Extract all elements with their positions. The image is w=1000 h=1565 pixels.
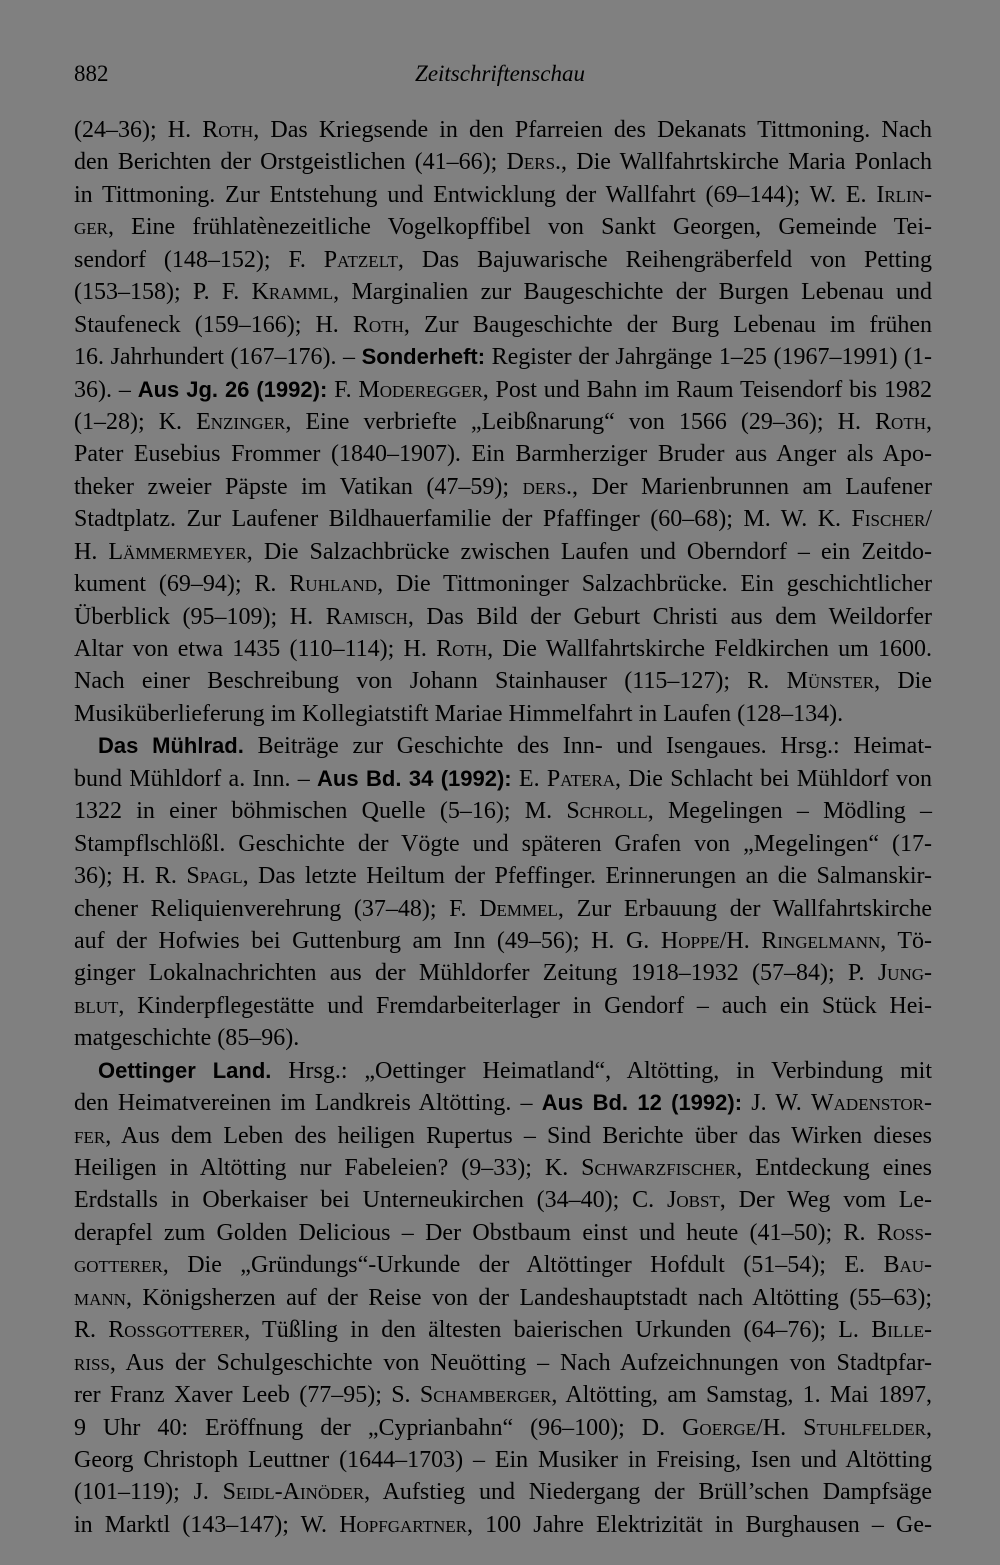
text-segment: R. <box>74 1317 109 1344</box>
text-line <box>74 309 932 341</box>
text-segment: Heiligen in Altötting nur Fabeleien? (9–33); K. <box>74 1155 582 1181</box>
text-line <box>74 244 932 276</box>
text-segment: matgeschichte (85–96). <box>74 1025 300 1052</box>
author-name-segment: Roth <box>875 408 926 435</box>
bold-heading-segment: Sonderheft: <box>361 344 486 370</box>
text-segment: ginger Lokalnachrichten aus der Mühldorfer Zeitung 1918–1932 (57–84); P. <box>74 960 878 987</box>
text-segment: Staufeneck (159–166); H. <box>74 311 353 338</box>
text-line <box>74 763 932 795</box>
text-line <box>74 860 932 892</box>
author-name-segment: Goerge <box>682 1414 757 1441</box>
author-name-segment: Lämmermeyer <box>108 538 247 565</box>
text-segment: Stadtplatz. Zur Laufener Bildhauerfamilie der Pfaffinger (60–68); M. W. K. <box>74 506 852 533</box>
text-segment: , Megelingen – Mödling – <box>647 798 932 825</box>
bold-heading-segment: Aus Jg. 26 (1992): <box>137 376 328 402</box>
text-segment: theker zweier Päpste im Vatikan (47–59); <box>74 473 523 500</box>
text-line <box>74 438 932 470</box>
author-name-segment: Bille- <box>871 1317 933 1344</box>
text-segment: 9 Uhr 40: Eröffnung der „Cyprianbahn“ (96–100); D. <box>74 1414 683 1441</box>
author-name-segment: Seidl-Ainöder <box>222 1479 365 1506</box>
author-name-segment: Roth <box>202 117 254 143</box>
text-segment: ., Der Marienbrunnen am Laufener <box>566 473 932 500</box>
author-name-segment: Ramisch <box>325 603 408 630</box>
bold-heading-segment: Das Mühlrad. <box>98 733 244 759</box>
text-segment: Hrsg.: „Oettinger Heimatland“, Altötting, in Verbindung mit <box>271 1057 932 1084</box>
author-name-segment: Demmel <box>479 895 558 922</box>
text-segment: / <box>925 506 932 533</box>
author-name-segment: riss <box>74 1349 110 1376</box>
text-segment: , Die Schlacht bei Mühldorf von <box>614 765 932 792</box>
text-line <box>74 536 932 568</box>
text-segment: , Die Salzachbrücke zwischen Laufen und Oberndorf – ein Zeitdo- <box>246 538 932 565</box>
text-segment: , Das letzte Heiltum der Pfeffinger. Erinnerungen an die Salmanskir- <box>242 863 932 890</box>
text-line <box>74 1476 932 1508</box>
text-segment: H. <box>74 538 109 565</box>
text-segment: , Aus dem Leben des heiligen Rupertus – Sind Berichte über das Wirken dieses <box>105 1122 932 1149</box>
author-name-segment: mann <box>74 1284 126 1311</box>
text-line <box>74 276 932 308</box>
author-name-segment: Münster <box>786 668 875 695</box>
text-segment: , Entdeckung eines <box>736 1155 933 1181</box>
text-segment: , Königsherzen auf der Reise von der Landeshauptstadt nach Altötting (55–63); <box>125 1284 932 1311</box>
author-name-segment: ger <box>74 214 108 241</box>
text-segment: sendorf (148–152); F. <box>74 246 324 273</box>
author-name-segment: Schwarzfischer <box>581 1155 737 1181</box>
text-segment: F. <box>327 376 359 403</box>
text-segment: , Zur Erbauung der Wallfahrtskirche <box>557 895 932 922</box>
text-line <box>74 146 932 178</box>
text-segment: , Kinderpflegestätte und Fremdarbeiterlager in Gendorf – auch ein Stück Hei- <box>118 992 932 1019</box>
author-name-segment: Irlin- <box>876 181 932 208</box>
text-line <box>74 1152 932 1184</box>
text-segment: (153–158); P. F. <box>74 279 252 306</box>
text-segment: derapfel zum Golden Delicious – Der Obstbaum einst und heute (41–50); R. <box>74 1219 877 1246</box>
text-line <box>74 665 932 697</box>
text-segment: 36); H. R. <box>74 863 187 890</box>
text-line <box>74 1314 932 1346</box>
author-name-segment: fer <box>74 1122 106 1149</box>
text-segment: , Tö- <box>880 927 933 954</box>
text-line <box>74 730 932 762</box>
text-segment: Musiküberlieferung im Kollegiatstift Mariae Himmelfahrt in Laufen (128–134). <box>74 700 844 727</box>
text-segment: , Der Weg vom Le- <box>719 1187 932 1214</box>
text-line <box>74 795 932 827</box>
bold-heading-segment: Aus Bd. 12 (1992): <box>541 1090 743 1116</box>
text-segment: (101–119); J. <box>74 1479 223 1506</box>
author-name-segment: Enzinger <box>196 408 286 435</box>
author-name-segment: Fischer <box>851 506 926 533</box>
text-segment: Erdstalls in Oberkaiser bei Unterneukirchen (34–40); C. <box>74 1187 667 1214</box>
author-name-segment: Schroll <box>566 798 648 825</box>
text-segment: den Heimatvereinen im Landkreis Altötting. – <box>74 1090 542 1117</box>
text-segment: J. W. <box>742 1090 811 1117</box>
text-line <box>74 828 932 860</box>
text-segment: E. <box>511 765 547 792</box>
text-segment: Überblick (95–109); H. <box>74 603 326 630</box>
text-segment: , Aus der Schulgeschichte von Neuötting – Nach Aufzeichnungen von Stadtpfar- <box>109 1349 932 1376</box>
text-segment: rer Franz Xaver Leeb (77–95); S. <box>74 1382 420 1409</box>
text-segment: 1322 in einer böhmischen Quelle (5–16); M. <box>74 798 567 825</box>
text-segment: , Tüßling in den ältesten baierischen Urkunden (64–76); L. <box>244 1317 872 1344</box>
author-name-segment: Jobst <box>666 1187 720 1214</box>
author-name-segment: Hoppe <box>660 927 720 954</box>
text-segment: , Die „Gründungs“-Urkunde der Altöttinger Hofdult (51–54); E. <box>162 1252 884 1279</box>
text-segment: 16. Jahrhundert (167–176). – <box>74 344 362 371</box>
text-segment: den Berichten der Orstgeistlichen (41–66); <box>74 149 507 176</box>
author-name-segment: Roth <box>436 636 488 662</box>
bold-heading-segment: Aus Bd. 34 (1992): <box>317 765 512 791</box>
text-segment: /H. <box>756 1414 804 1441</box>
text-line <box>74 1379 932 1411</box>
text-line <box>74 1282 932 1314</box>
text-line <box>74 698 932 730</box>
text-segment: /H. <box>719 927 762 954</box>
text-segment: auf der Hofwies bei Guttenburg am Inn (49–56); H. G. <box>74 927 661 954</box>
author-name-segment: Ders <box>506 149 556 176</box>
author-name-segment: Kramml <box>251 279 334 306</box>
text-line <box>74 568 932 600</box>
text-line <box>74 1022 932 1054</box>
text-line <box>74 1184 932 1216</box>
text-line <box>74 1444 932 1476</box>
text-line <box>74 1509 932 1541</box>
text-segment: ., Die Wallfahrtskirche Maria Ponlach <box>555 149 933 176</box>
text-line <box>74 925 932 957</box>
text-segment: , Das Bajuwarische Reihengräberfeld von Petting <box>397 246 932 273</box>
text-segment: kument (69–94); R. <box>74 571 290 598</box>
text-line <box>74 1412 932 1444</box>
text-segment: Nach einer Beschreibung von Johann Stainhauser (115–127); R. <box>74 668 787 695</box>
author-name-segment: Ross- <box>876 1219 932 1246</box>
text-segment: , Die Wallfahrtskirche Feldkirchen um 1600. <box>487 636 932 662</box>
text-line <box>74 211 932 243</box>
text-segment: , Die Tittmoninger Salzachbrücke. Ein geschichtlicher <box>377 571 932 598</box>
text-line <box>74 1347 932 1379</box>
page-number: 882 <box>74 61 109 86</box>
author-name-segment: Ringelmann <box>761 927 881 954</box>
text-line <box>74 1249 932 1281</box>
text-segment: Register der Jahrgänge 1–25 (1967–1991) (1- <box>485 344 932 371</box>
author-name-segment: ders <box>522 473 567 500</box>
text-line <box>74 503 932 535</box>
text-segment: , Die <box>874 668 932 695</box>
text-line <box>74 601 932 633</box>
text-segment: in Marktl (143–147); W. <box>74 1511 340 1538</box>
author-name-segment: Rossgotterer <box>108 1317 245 1344</box>
text-segment: , Das Bild der Geburt Christi aus dem Weildorfer <box>407 603 933 630</box>
text-segment: , Altötting, am Samstag, 1. Mai 1897, <box>551 1382 933 1409</box>
text-segment: Pater Eusebius Frommer (1840–1907). Ein Barmherziger Bruder aus Anger als Apo- <box>74 441 932 468</box>
author-name-segment: Jung- <box>877 960 932 987</box>
text-segment: (1–28); K. <box>74 408 197 435</box>
text-line <box>74 893 932 925</box>
text-segment: , Marginalien zur Baugeschichte der Burgen Lebenau und <box>333 279 933 306</box>
bold-heading-segment: Oettinger Land. <box>98 1057 272 1083</box>
text-line <box>74 114 932 146</box>
text-line <box>74 1217 932 1249</box>
text-line <box>74 633 932 665</box>
text-segment: 36). – <box>74 376 138 403</box>
author-name-segment: Spagl <box>186 863 243 890</box>
text-segment: chener Reliquienverehrung (37–48); F. <box>74 895 480 922</box>
author-name-segment: Patera <box>546 765 615 792</box>
text-line <box>74 1120 932 1152</box>
text-segment: bund Mühldorf a. Inn. – <box>74 765 318 792</box>
text-line <box>74 374 932 406</box>
text-segment: , <box>926 408 932 435</box>
body-text <box>74 114 932 1541</box>
text-segment: , <box>926 1414 932 1441</box>
text-segment: , Aufstieg und Niedergang der Brüll’schen Dampfsäge <box>364 1479 932 1506</box>
author-name-segment: Ruhland <box>289 571 378 598</box>
text-segment: Stampflschlößl. Geschichte der Vögte und späteren Grafen von „Megelingen“ (17- <box>74 830 932 857</box>
author-name-segment: Moderegger <box>358 376 483 403</box>
text-segment: in Tittmoning. Zur Entstehung und Entwicklung der Wallfahrt (69–144); W. E. <box>74 181 877 208</box>
text-segment: , Eine frühlatènezeitliche Vogelkopffibel von Sankt Georgen, Gemeinde Tei- <box>108 214 932 241</box>
text-segment: Altar von etwa 1435 (110–114); H. <box>74 636 437 662</box>
author-name-segment: gotterer <box>74 1252 163 1279</box>
text-line <box>74 1055 932 1087</box>
text-segment: Beiträge zur Geschichte des Inn- und Isengaues. Hrsg.: Heimat- <box>243 733 932 760</box>
text-line <box>74 471 932 503</box>
text-line <box>74 341 932 373</box>
text-segment: Georg Christoph Leuttner (1644–1703) – Ein Musiker in Freising, Isen und Altötting <box>74 1446 932 1473</box>
author-name-segment: Roth <box>352 311 404 338</box>
text-segment: , Eine verbriefte „Leibßnarung“ von 1566 (29–36); H. <box>285 408 876 435</box>
text-segment: , 100 Jahre Elektrizität in Burghausen – Ge- <box>466 1511 933 1538</box>
text-line <box>74 179 932 211</box>
text-segment: , Zur Baugeschichte der Burg Lebenau im frühen <box>403 311 932 338</box>
text-line <box>74 406 932 438</box>
text-line <box>74 990 932 1022</box>
author-name-segment: Patzelt <box>323 246 398 273</box>
author-name-segment: Stuhlfelder <box>803 1414 926 1441</box>
text-segment: , Das Kriegsende in den Pfarreien des Dekanats Tittmoning. Nach <box>253 117 933 143</box>
text-segment: (24–36); H. <box>74 117 203 143</box>
author-name-segment: Wadenstor- <box>811 1090 933 1117</box>
text-line <box>74 1087 932 1119</box>
author-name-segment: Hopfgartner <box>339 1511 467 1538</box>
author-name-segment: blut <box>74 992 119 1019</box>
author-name-segment: Schamberger <box>419 1382 552 1409</box>
text-segment: , Post und Bahn im Raum Teisendorf bis 1982 <box>482 376 932 403</box>
text-line <box>74 957 932 989</box>
running-head: Zeitschriftenschau <box>415 61 585 86</box>
author-name-segment: Bau- <box>883 1252 932 1279</box>
